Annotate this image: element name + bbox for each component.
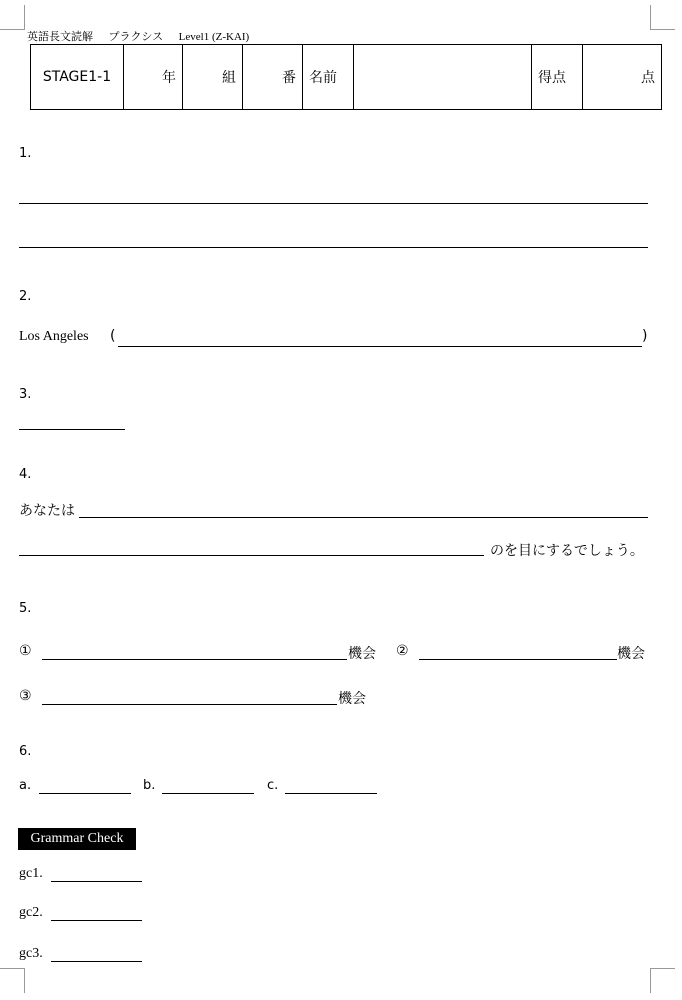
q2-answer-line[interactable] <box>118 346 642 347</box>
gc2-label: gc2. <box>19 905 43 920</box>
question-6-number: 6. <box>19 744 32 759</box>
q5-suffix-3: 機会 <box>338 691 366 707</box>
crop-mark-top-left <box>0 5 25 30</box>
q6-label-a: a. <box>19 778 32 793</box>
question-1-number: 1. <box>19 146 32 161</box>
q1-answer-line-1[interactable] <box>19 203 648 204</box>
q6-label-c: c. <box>267 778 279 793</box>
student-info-table <box>30 44 662 110</box>
number-cell[interactable]: 番 <box>243 45 303 110</box>
stage-cell: STAGE1-1 <box>31 45 124 110</box>
q5-answer-line-2[interactable] <box>419 659 617 660</box>
gc2-answer-line[interactable] <box>51 920 142 921</box>
q4-end-text: のを目にするでしょう。 <box>490 543 644 559</box>
q5-marker-2: ② <box>396 643 409 659</box>
gc1-answer-line[interactable] <box>51 881 142 882</box>
q4-start-text: あなたは <box>19 503 75 519</box>
gc3-label: gc3. <box>19 946 43 961</box>
q6-label-b: b. <box>143 778 156 793</box>
q4-answer-line-2[interactable] <box>19 555 484 556</box>
question-4-number: 4. <box>19 467 32 482</box>
q5-suffix-1: 機会 <box>348 646 376 662</box>
q3-answer-line[interactable] <box>19 429 125 430</box>
crop-mark-bottom-left <box>0 968 25 993</box>
question-5-number: 5. <box>19 601 32 616</box>
name-field[interactable] <box>354 45 532 110</box>
grammar-check-title: Grammar Check <box>18 828 136 850</box>
score-field[interactable]: 点 <box>583 45 662 110</box>
score-label-cell: 得点 <box>532 45 583 110</box>
q2-prefix: Los Angeles <box>19 329 89 344</box>
q6-answer-line-a[interactable] <box>39 793 131 794</box>
q5-marker-3: ③ <box>19 688 32 704</box>
class-cell[interactable]: 組 <box>183 45 243 110</box>
q5-marker-1: ① <box>19 643 32 659</box>
name-label-cell: 名前 <box>303 45 354 110</box>
question-3-number: 3. <box>19 387 32 402</box>
question-2-number: 2. <box>19 289 32 304</box>
worksheet-header <box>27 28 261 44</box>
header-title: 英語長文読解 <box>27 30 93 43</box>
q6-answer-line-b[interactable] <box>162 793 254 794</box>
gc1-label: gc1. <box>19 866 43 881</box>
crop-mark-bottom-right <box>650 968 675 993</box>
q5-suffix-2: 機会 <box>617 646 645 662</box>
q5-answer-line-3[interactable] <box>42 704 337 705</box>
gc3-answer-line[interactable] <box>51 961 142 962</box>
header-series: プラクシス <box>108 30 164 43</box>
q2-open-paren: ( <box>110 328 116 344</box>
q2-close-paren: ) <box>642 328 648 344</box>
crop-mark-top-right <box>650 5 675 30</box>
q6-answer-line-c[interactable] <box>285 793 377 794</box>
header-level: Level1 (Z-KAI) <box>178 31 250 43</box>
q5-answer-line-1[interactable] <box>42 659 347 660</box>
q1-answer-line-2[interactable] <box>19 247 648 248</box>
q4-answer-line-1[interactable] <box>79 517 648 518</box>
year-cell[interactable]: 年 <box>124 45 183 110</box>
